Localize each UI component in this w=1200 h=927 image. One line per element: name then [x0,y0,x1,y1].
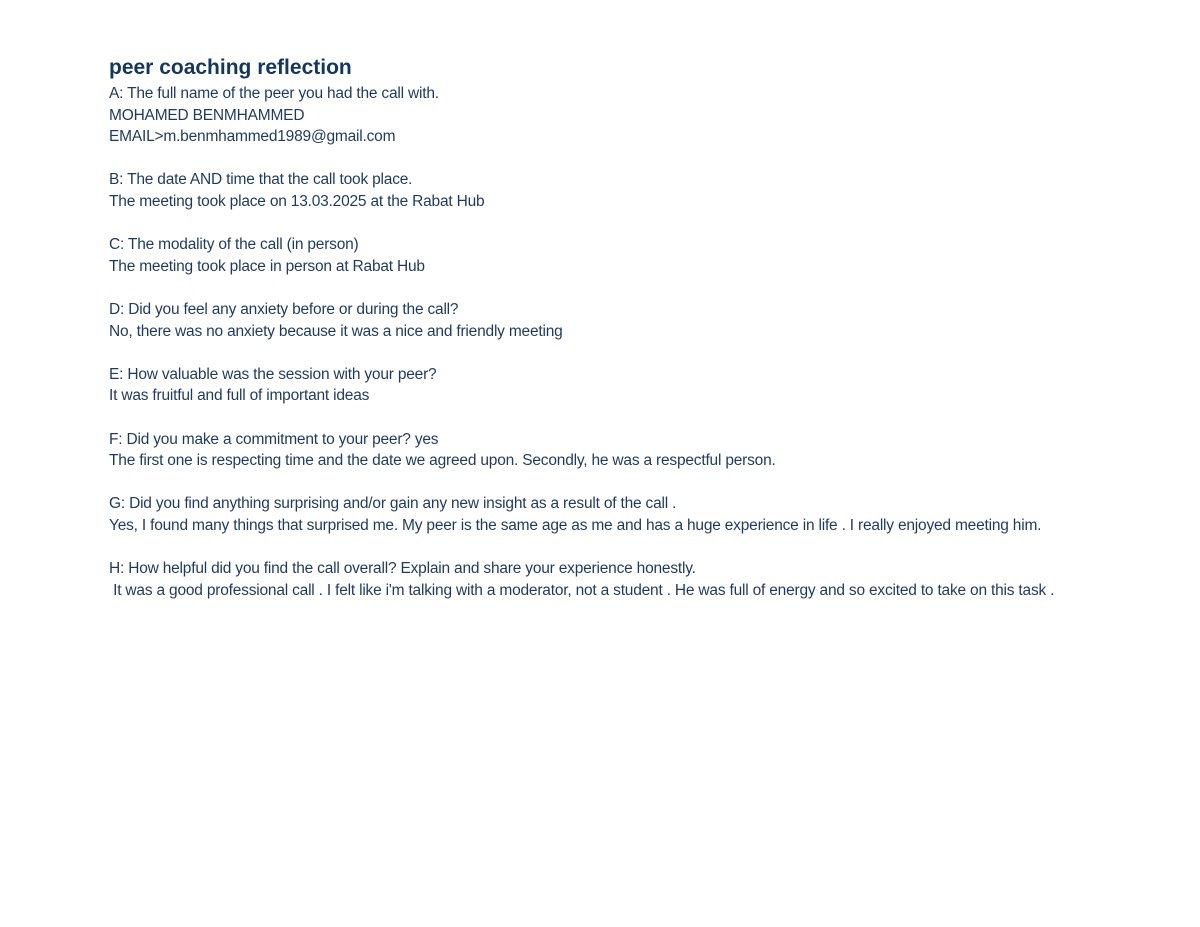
answer-g: Yes, I found many things that surprised me. My peer is the same age as me and has a huge experience in life . I really enjoyed meeting him. [109,516,1042,534]
question-b: B: The date AND time that the call took place. [109,171,413,189]
section-e [109,364,1089,407]
section-d [109,299,1089,342]
question-g: G: Did you find anything surprising and/or gain any new insight as a result of the call . [109,495,677,513]
answer-d: No, there was no anxiety because it was a nice and friendly meeting [109,322,563,340]
answer-a-name: MOHAMED BENMHAMMED [109,106,305,124]
section-g [109,493,1089,536]
document-title: peer coaching reflection [109,56,352,79]
section-f [109,429,1089,472]
question-c: C: The modality of the call (in person) [109,236,359,254]
spacer [109,472,1089,494]
spacer [109,213,1089,235]
spacer [109,407,1089,429]
document-body [109,55,1089,601]
answer-e: It was fruitful and full of important ideas [109,387,370,405]
section-h [109,558,1089,601]
question-d: D: Did you feel any anxiety before or during the call? [109,300,459,318]
spacer [109,536,1089,558]
question-a: A: The full name of the peer you had the call with. [109,85,439,102]
answer-h: It was a good professional call . I felt like i'm talking with a moderator, not a student . He was full of energy and so excited to take on this task . [109,581,1055,599]
spacer [109,148,1089,170]
answer-b: The meeting took place on 13.03.2025 at the Rabat Hub [109,192,485,210]
answer-c: The meeting took place in person at Rabat Hub [109,257,425,275]
question-h: H: How helpful did you find the call overall? Explain and share your experience honestly. [109,560,696,578]
question-f: F: Did you make a commitment to your peer? yes [109,430,439,448]
section-b [109,169,1089,212]
question-e: E: How valuable was the session with your peer? [109,365,437,383]
section-c [109,234,1089,277]
answer-a-email: EMAIL>m.benmhammed1989@gmail.com [109,128,396,146]
answer-f: The first one is respecting time and the date we agreed upon. Secondly, he was a respectful person. [109,452,776,470]
spacer [109,342,1089,364]
spacer [109,277,1089,299]
section-a [109,83,1089,148]
